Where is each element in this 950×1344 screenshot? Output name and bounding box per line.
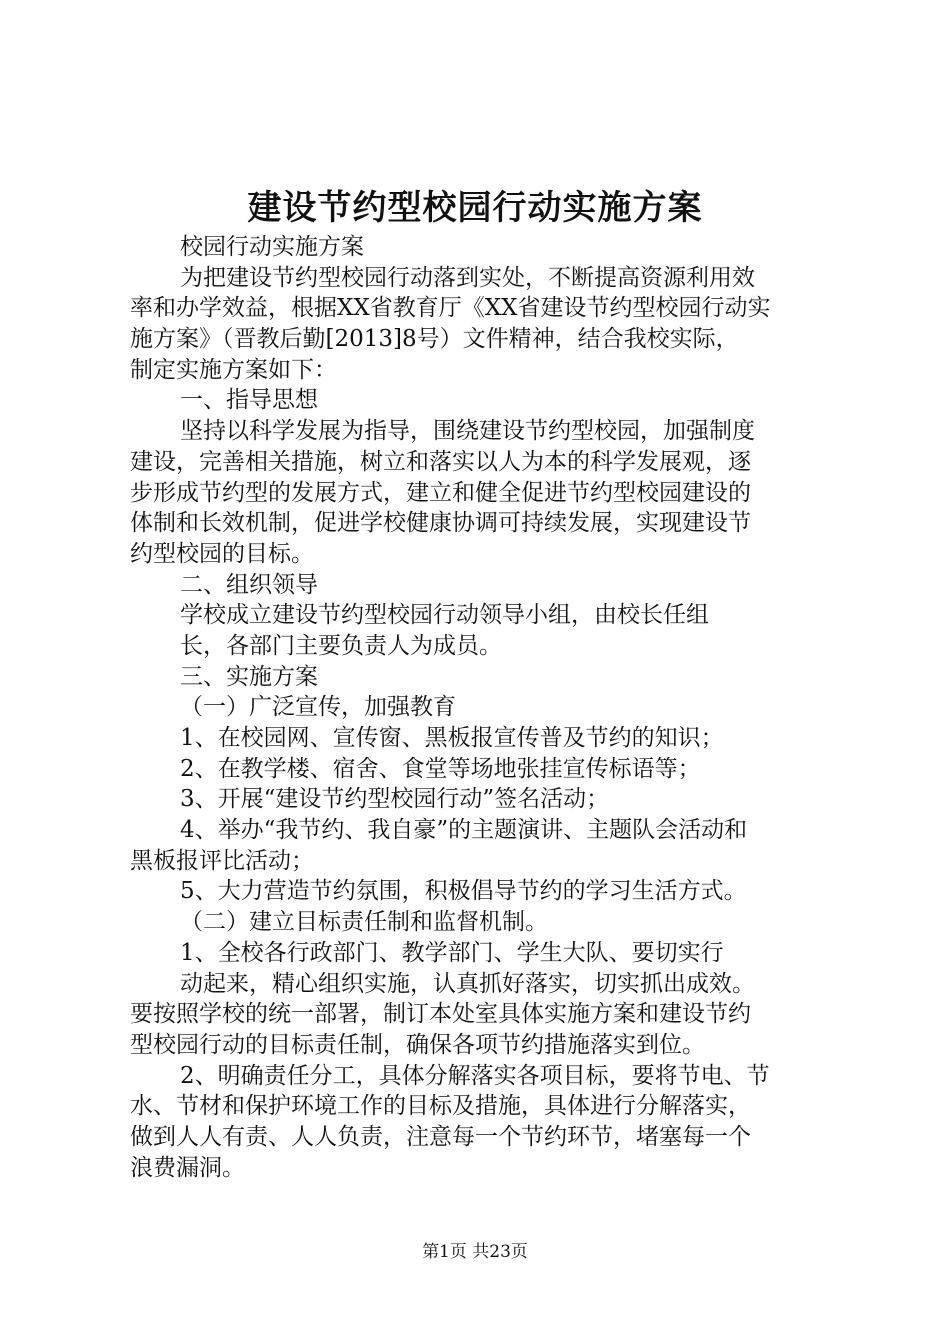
text-line: 校园行动实施方案 xyxy=(180,234,364,260)
text-line: 1、全校各行政部门、教学部门、学生大队、要切实行 xyxy=(180,939,724,966)
text-line: （二）建立目标责任制和监督机制。 xyxy=(180,909,548,936)
text-line: 步形成节约型的发展方式，建立和健全促进节约型校园建设的 xyxy=(130,479,751,506)
text-line: 2、在教学楼、宿舍、食堂等场地张挂宣传标语等； xyxy=(180,755,701,782)
text-line: 水、节材和保护环境工作的目标及措施，具体进行分解落实， xyxy=(130,1093,751,1120)
text-line: 动起来，精心组织实施，认真抓好落实，切实抓出成效。 xyxy=(180,970,755,997)
text-line: 2、明确责任分工，具体分解落实各项目标，要将节电、节 xyxy=(180,1062,770,1089)
text-line: 4、举办“我节约、我自豪”的主题演讲、主题队会活动和 xyxy=(180,817,748,844)
text-line: 率和办学效益，根据XX省教育厅《XX省建设节约型校园行动实 xyxy=(130,295,771,322)
page-title: 建设节约型校园行动实施方案 xyxy=(247,188,703,228)
page-footer: 第1页 共23页 xyxy=(422,1242,528,1262)
text-line: 三、实施方案 xyxy=(180,663,318,690)
text-line: 5、大力营造节约氛围，积极倡导节约的学习生活方式。 xyxy=(180,878,747,905)
text-line: 约型校园的目标。 xyxy=(130,540,314,567)
text-line: 做到人人有责、人人负责，注意每一个节约环节，堵塞每一个 xyxy=(130,1123,751,1150)
text-line: 浪费漏洞。 xyxy=(130,1154,245,1181)
text-line: 建设，完善相关措施，树立和落实以人为本的科学发展观，逐 xyxy=(130,448,751,475)
text-line: 二、组织领导 xyxy=(180,571,318,598)
text-line: 为把建设节约型校园行动落到实处，不断提高资源利用效 xyxy=(180,264,755,291)
text-line: （一）广泛宣传，加强教育 xyxy=(180,694,456,721)
text-line: 要按照学校的统一部署，制订本处室具体实施方案和建设节约 xyxy=(130,1001,751,1028)
text-line: 3、开展“建设节约型校园行动”签名活动； xyxy=(180,786,610,813)
text-line: 黑板报评比活动； xyxy=(130,847,314,874)
text-line: 施方案》（晋教后勤[2013]8号）文件精神，结合我校实际， xyxy=(130,326,739,353)
text-line: 制定实施方案如下： xyxy=(130,356,337,383)
document-body xyxy=(130,232,830,1183)
text-line: 型校园行动的目标责任制，确保各项节约措施落实到位。 xyxy=(130,1031,705,1058)
text-line: 长，各部门主要负责人为成员。 xyxy=(180,632,502,659)
text-line: 学校成立建设节约型校园行动领导小组，由校长任组 xyxy=(180,602,709,629)
text-line: 1、在校园网、宣传窗、黑板报宣传普及节约的知识； xyxy=(180,725,724,751)
text-line: 体制和长效机制，促进学校健康协调可持续发展，实现建设节 xyxy=(130,510,751,537)
text-line: 一、指导思想 xyxy=(180,387,318,414)
text-line: 坚持以科学发展为指导，围绕建设节约型校园，加强制度 xyxy=(180,418,755,445)
